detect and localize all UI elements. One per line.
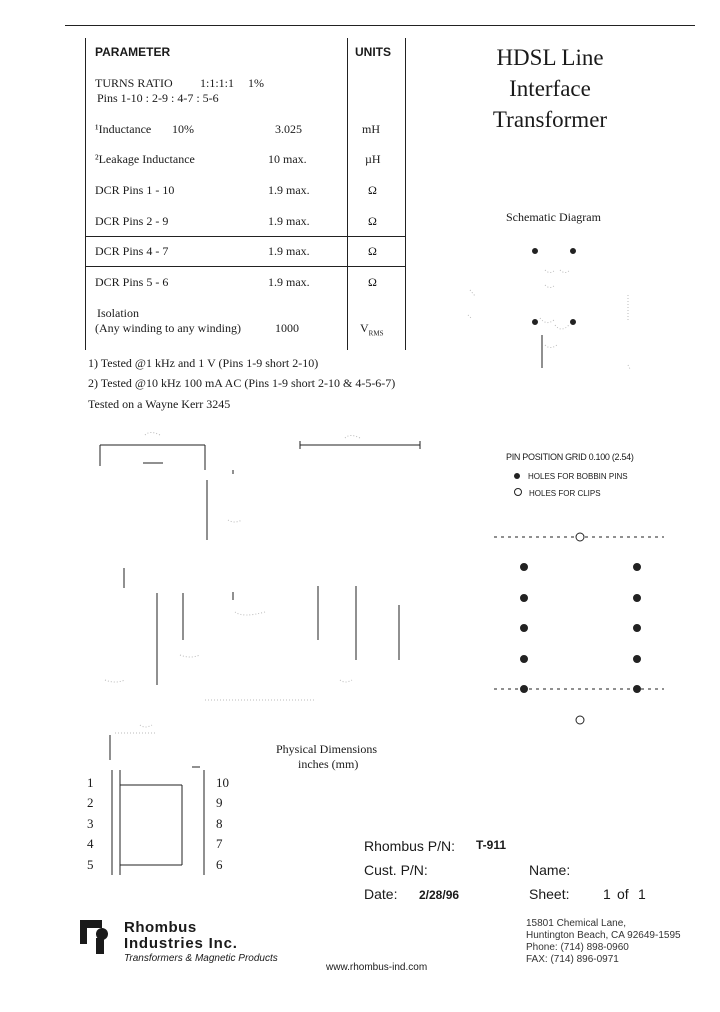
sheet-label: Sheet: [529,886,570,902]
pin-number-left: 5 [87,857,94,872]
isolation-unit-v: V [360,321,369,335]
pin-number-left: 2 [87,795,94,810]
inductance-unit: mH [362,122,380,136]
bobbin-legend-label: HOLES FOR BOBBIN PINS [528,472,628,481]
units-header: UNITS [355,45,391,59]
bobbin-hole [521,686,528,693]
top-view-drawing [100,441,420,540]
inductance-label: ¹Inductance [95,122,152,136]
title-line-3: Transformer [492,107,608,132]
legend-clip-holes [514,488,601,498]
turns-ratio-value: 1:1:1:1 [200,76,235,90]
note-1: 1) Tested @1 kHz and 1 V (Pins 1-9 short 2-10) [88,356,319,370]
dcr-2-9-unit: Ω [368,214,377,228]
schematic-faint-marks [468,270,630,369]
leakage-unit: µH [365,152,381,166]
pin-number-left: 4 [87,836,94,851]
note-2: 2) Tested @10 kHz 100 mA AC (Pins 1-9 short 2-10 & 4-5-6-7) [88,376,396,390]
inductance-value: 3.025 [275,122,302,136]
bobbin-hole [521,656,528,663]
isolation-label: Isolation [97,306,139,320]
isolation-value: 1000 [275,321,299,335]
dcr-4-7-label: DCR Pins 4 - 7 [95,244,169,258]
pin-number-left: 1 [87,775,94,790]
note-3: Tested on a Wayne Kerr 3245 [88,397,231,411]
clip-hole-top [576,533,584,541]
sheet-total: 1 [638,886,646,902]
turns-ratio-label: TURNS RATIO [95,76,173,90]
part-number-label: Rhombus P/N: [364,838,456,854]
company-name-line-1: Rhombus [124,919,197,936]
sheet-value: 1 [603,886,611,902]
faint-dimension-marks [105,433,360,734]
company-name-line-2: Industries Inc. [124,935,238,952]
dcr-1-10-label: DCR Pins 1 - 10 [95,183,175,197]
bobbin-hole [521,564,528,571]
schematic-dot [571,249,576,254]
dcr-2-9-label: DCR Pins 2 - 9 [95,214,169,228]
legend-bobbin-pins [514,472,628,481]
company-tagline: Transformers & Magnetic Products [124,953,278,964]
body-outline-drawing [110,735,204,875]
bobbin-hole [634,625,641,632]
date-label: Date: [364,886,398,902]
pin-number-right: 6 [216,857,223,872]
bobbin-hole [634,595,641,602]
parameter-header: PARAMETER [95,45,171,59]
dcr-4-7-value: 1.9 max. [268,244,310,258]
pin-grid-title: PIN POSITION GRID 0.100 (2.54) [506,452,634,462]
dcr-2-9-value: 1.9 max. [268,214,310,228]
cust-pn-label: Cust. P/N: [364,862,428,878]
bobbin-hole [634,656,641,663]
leakage-label: ²Leakage Inductance [95,152,195,166]
dcr-1-10-value: 1.9 max. [268,183,310,197]
rhombus-logo-mark [80,920,108,954]
pin-number-right: 10 [216,775,229,790]
isolation-subtitle: (Any winding to any winding) [95,321,241,335]
clip-hole-bottom [576,716,584,724]
sheet-of: of [617,886,629,902]
side-view-drawing [124,568,399,685]
pin-number-right: 7 [216,836,223,851]
schematic-dot [571,320,576,325]
clip-legend-label: HOLES FOR CLIPS [529,489,601,498]
title-line-2: Interface [509,76,591,101]
inductance-tolerance: 10% [172,122,194,136]
schematic-dot [533,249,538,254]
turns-ratio-tolerance: 1% [248,76,264,90]
isolation-unit-rms: RMS [368,329,384,338]
pin-number-right: 8 [216,816,223,831]
address-line-1: 15801 Chemical Lane, [526,918,627,929]
dimensions-label: Physical Dimensions [276,742,377,756]
date-value: 2/28/96 [419,888,460,902]
turns-ratio-pins: Pins 1-10 : 2-9 : 4-7 : 5-6 [97,91,219,105]
dcr-4-7-unit: Ω [368,244,377,258]
part-number-value: T-911 [476,838,507,852]
address-line-2: Huntington Beach, CA 92649-1595 [526,930,681,941]
pin-number-left: 3 [87,816,94,831]
company-website[interactable]: www.rhombus-ind.com [326,962,428,973]
clip-legend-icon [514,488,522,496]
phone-number: Phone: (714) 898-0960 [526,942,629,953]
dcr-5-6-label: DCR Pins 5 - 6 [95,275,169,289]
fax-number: FAX: (714) 896-0971 [526,954,619,965]
schematic-label: Schematic Diagram [506,210,601,224]
dcr-5-6-value: 1.9 max. [268,275,310,289]
pin-number-right: 9 [216,795,223,810]
schematic-dot [533,320,538,325]
bobbin-hole [634,686,641,693]
dimensions-units: inches (mm) [298,757,359,771]
bobbin-hole [634,564,641,571]
bobbin-hole [521,625,528,632]
dcr-1-10-unit: Ω [368,183,377,197]
leakage-value: 10 max. [268,152,307,166]
title-line-1: HDSL Line [496,45,604,70]
name-label: Name: [529,862,571,878]
bobbin-hole [521,595,528,602]
dcr-5-6-unit: Ω [368,275,377,289]
bobbin-legend-icon [514,473,520,479]
